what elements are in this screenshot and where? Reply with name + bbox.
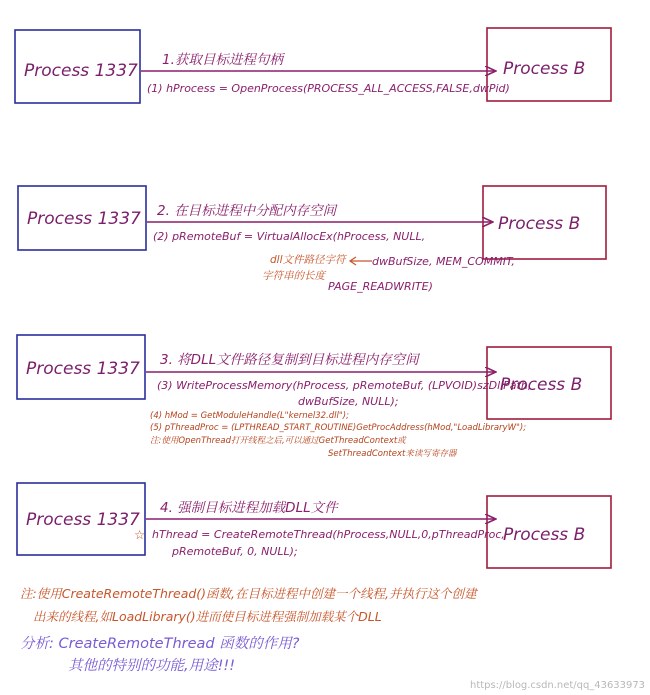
code-line: pRemoteBuf, 0, NULL); bbox=[172, 545, 298, 558]
note-line: 注:使用CreateRemoteThread()函数,在目标进程中创建一个线程,并执行这个创建 bbox=[20, 586, 477, 601]
step-label: 2. 在目标进程中分配内存空间 bbox=[157, 203, 337, 219]
star-marker: ☆ bbox=[134, 527, 146, 542]
code-line: PAGE_READWRITE) bbox=[328, 280, 433, 293]
code-line: dwBufSize, NULL); bbox=[298, 395, 399, 408]
process-b-label: Process B bbox=[498, 214, 581, 234]
note-line: 出来的线程,如LoadLibrary()进而使目标进程强制加载某个DLL bbox=[33, 609, 382, 624]
step-label: 3. 将DLL文件路径复制到目标进程内存空间 bbox=[160, 352, 419, 368]
analysis-line: 其他的特别的功能,用途!!! bbox=[68, 658, 236, 674]
code-line: (4) hMod = GetModuleHandle(L"kernel32.dll"); bbox=[150, 411, 349, 421]
row-3 bbox=[17, 335, 611, 459]
watermark: https://blog.csdn.net/qq_43633973 bbox=[470, 680, 645, 691]
code-line: SetThreadContext来读写寄存器 bbox=[328, 449, 457, 459]
code-line: dwBufSize, MEM_COMMIT, bbox=[372, 255, 515, 268]
code-line: (1) hProcess = OpenProcess(PROCESS_ALL_ACCESS,FALSE,dwPid) bbox=[147, 82, 510, 95]
code-line: 注:使用OpenThread打开线程之后,可以通过GetThreadContext或 bbox=[150, 436, 406, 446]
process-b-label: Process B bbox=[503, 59, 586, 79]
bottom-notes bbox=[20, 586, 479, 674]
analysis-line: 分析: CreateRemoteThread 函数的作用? bbox=[20, 636, 300, 652]
row-1 bbox=[15, 28, 611, 103]
code-line: hThread = CreateRemoteThread(hProcess,NULL,0,pThreadProc, bbox=[152, 528, 505, 541]
code-line: (5) pThreadProc = (LPTHREAD_START_ROUTINE)GetProcAddress(hMod,"LoadLibraryW"); bbox=[150, 423, 527, 433]
step-label: 1.获取目标进程句柄 bbox=[162, 52, 283, 68]
annotation-arrow bbox=[350, 257, 372, 265]
process-1337-label: Process 1337 bbox=[26, 359, 140, 379]
annotation: dll文件路径字符 bbox=[270, 254, 346, 266]
row-4 bbox=[17, 483, 611, 568]
process-1337-label: Process 1337 bbox=[26, 510, 140, 530]
step-label: 4. 强制目标进程加载DLL文件 bbox=[160, 500, 338, 516]
annotation: 字符串的长度 bbox=[262, 270, 325, 282]
process-1337-label: Process 1337 bbox=[24, 61, 138, 81]
code-line: (2) pRemoteBuf = VirtualAllocEx(hProcess, NULL, bbox=[153, 230, 426, 243]
row-2 bbox=[18, 186, 606, 293]
process-b-label: Process B bbox=[503, 525, 586, 545]
process-1337-label: Process 1337 bbox=[27, 209, 141, 229]
code-line: (3) WriteProcessMemory(hProcess, pRemoteBuf, (LPVOID)szDllPath, bbox=[157, 379, 532, 392]
process-b-label: Process B bbox=[500, 375, 583, 395]
